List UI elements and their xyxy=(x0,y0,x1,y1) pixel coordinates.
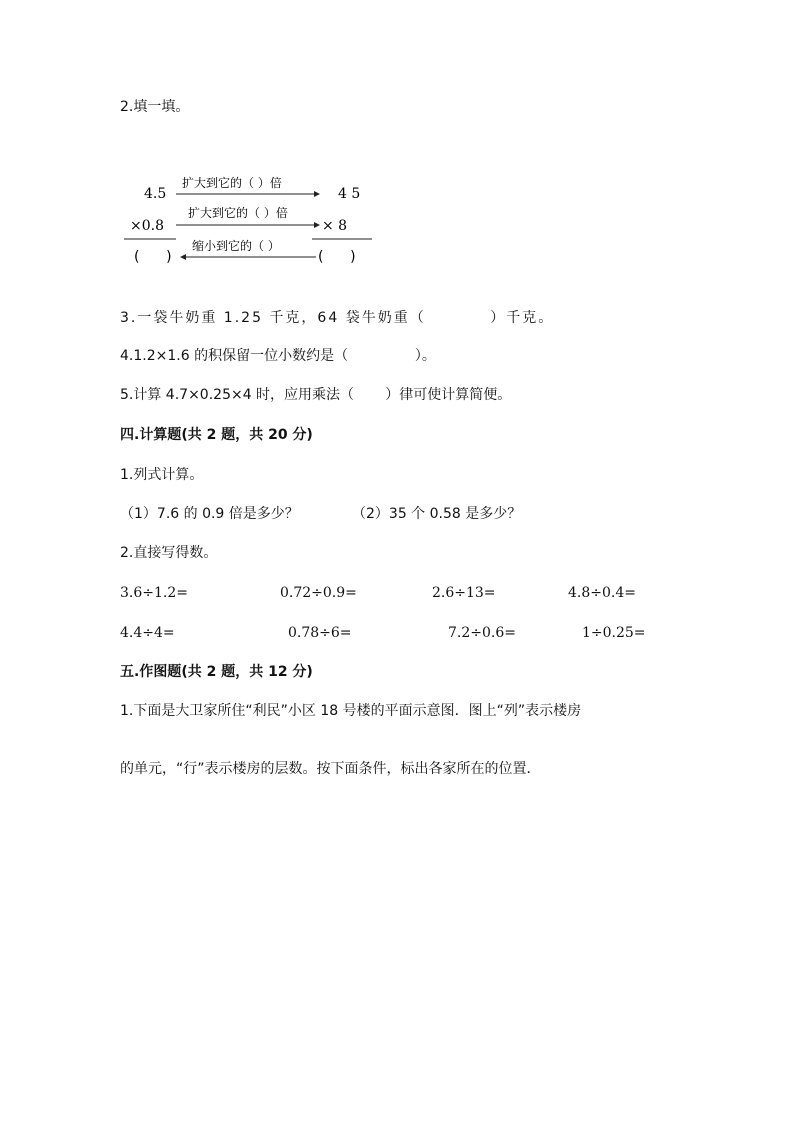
section-5-question-1-line-1: 1.下面是大卫家所住“利民”小区 18 号楼的平面示意图．图上“列”表示楼房 xyxy=(120,703,582,719)
calc-item: 7.2÷0.6= xyxy=(448,625,516,641)
section-4-question-2: 2.直接写得数。 xyxy=(120,545,218,561)
calc-item: 0.72÷0.9= xyxy=(280,585,357,601)
section-5-question-1-line-2: 的单元，“行”表示楼房的层数。按下面条件，标出各家所在的位置． xyxy=(120,761,541,777)
calc-item: 3.6÷1.2= xyxy=(120,585,188,601)
section-4-heading: 四.计算题(共 2 题，共 20 分) xyxy=(120,427,313,443)
section-5-heading: 五.作图题(共 2 题，共 12 分) xyxy=(120,664,313,680)
calc-item: 0.78÷6= xyxy=(288,625,352,641)
arrow-head-3 xyxy=(180,254,186,260)
diagram-bottom-right: ( ) xyxy=(318,249,356,265)
section-4-question-1: 1.列式计算。 xyxy=(120,467,204,483)
word-problem-2: （2）35 个 0.58 是多少？ xyxy=(352,506,522,522)
diagram-mid-right: × 8 xyxy=(322,218,348,234)
arrow-label-1: 扩大到它的（ ）倍 xyxy=(182,176,282,190)
question-3: 3.一袋牛奶重 1.25 千克，64 袋牛奶重（ ）千克。 xyxy=(120,310,555,326)
arrow-head-1 xyxy=(314,191,320,197)
calc-item: 4.4÷4= xyxy=(120,625,175,641)
arrow-label-2: 扩大到它的（ ）倍 xyxy=(188,206,288,220)
diagram-bottom-left: ( ) xyxy=(134,249,172,265)
diagram-mid-left: ×0.8 xyxy=(130,218,164,234)
question-5: 5.计算 4.7×0.25×4 时，应用乘法（ ）律可使计算简便。 xyxy=(120,387,512,403)
arrow-label-3: 缩小到它的（ ） xyxy=(192,239,280,253)
question-2-title: 2.填一填。 xyxy=(120,99,190,115)
calc-item: 1÷0.25= xyxy=(582,625,646,641)
multiplication-diagram xyxy=(120,170,380,270)
arrow-head-2 xyxy=(314,222,320,228)
diagram-top-left: 4.5 xyxy=(144,186,167,202)
word-problem-1: （1）7.6 的 0.9 倍是多少？ xyxy=(120,506,299,522)
diagram-top-right: 4 5 xyxy=(338,186,361,202)
calc-item: 2.6÷13= xyxy=(432,585,496,601)
question-4: 4.1.2×1.6 的积保留一位小数约是（ ）。 xyxy=(120,348,436,364)
calc-item: 4.8÷0.4= xyxy=(568,585,636,601)
